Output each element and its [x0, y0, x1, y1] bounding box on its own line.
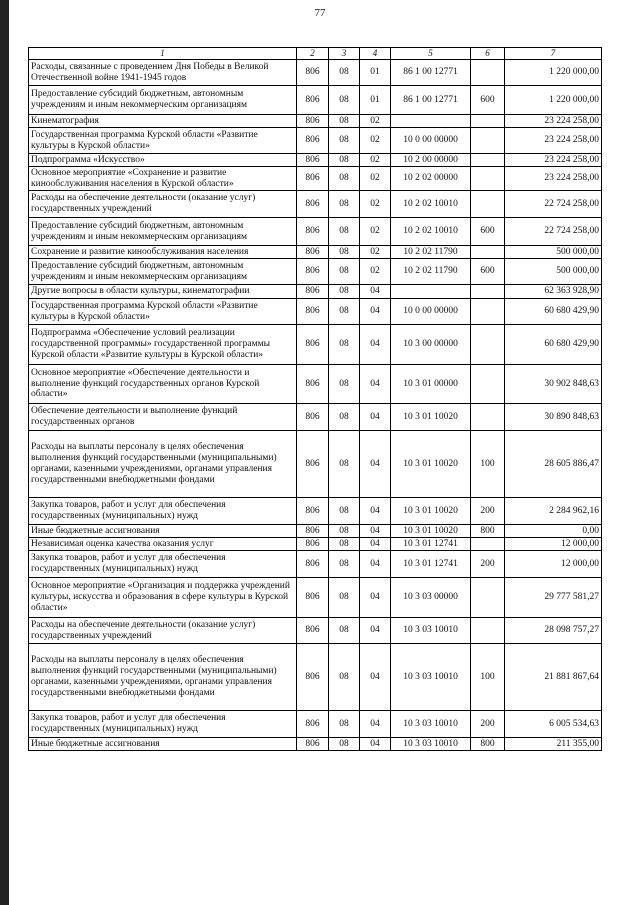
row-col-4: 04 — [360, 431, 391, 498]
row-col-5 — [391, 115, 471, 128]
row-col-4: 04 — [360, 551, 391, 578]
row-name: Кинематография — [29, 115, 297, 128]
row-name: Расходы на выплаты персоналу в целях обеспечения выполнения функций государственными (муниципальными) органами, казенными учреждениями, органами управления государственными внебюджетными фондами — [29, 644, 297, 711]
row-col-3: 08 — [329, 191, 360, 218]
row-col-2: 806 — [297, 259, 329, 285]
row-col-6 — [471, 618, 505, 644]
row-col-4: 04 — [360, 365, 391, 404]
row-amount: 30 890 848,63 — [505, 404, 602, 431]
row-amount: 62 363 928,90 — [505, 285, 602, 299]
row-col-3: 08 — [329, 618, 360, 644]
row-col-5: 10 3 03 10010 — [391, 618, 471, 644]
row-col-3: 08 — [329, 128, 360, 154]
table-row — [29, 538, 602, 551]
table-row — [29, 191, 602, 218]
table-row — [29, 128, 602, 154]
table-row — [29, 644, 602, 711]
row-amount: 21 881 867,64 — [505, 644, 602, 711]
row-name: Обеспечение деятельности и выполнение функций государственных органов — [29, 404, 297, 431]
table-row — [29, 246, 602, 259]
row-name: Предоставление субсидий бюджетным, автономным учреждениям и иным некоммерческим организациям — [29, 86, 297, 115]
row-col-3: 08 — [329, 525, 360, 538]
header-col-5: 5 — [391, 48, 471, 60]
row-amount: 28 605 886,47 — [505, 431, 602, 498]
row-col-4: 02 — [360, 218, 391, 246]
table-row — [29, 431, 602, 498]
row-col-5: 10 2 02 00000 — [391, 167, 471, 191]
row-col-6 — [471, 404, 505, 431]
row-col-3: 08 — [329, 551, 360, 578]
table-row — [29, 578, 602, 618]
row-col-5 — [391, 285, 471, 299]
row-col-5: 10 3 01 00000 — [391, 365, 471, 404]
row-col-2: 806 — [297, 246, 329, 259]
row-col-4: 04 — [360, 525, 391, 538]
row-col-2: 806 — [297, 644, 329, 711]
table-row — [29, 167, 602, 191]
row-name: Основное мероприятие «Обеспечение деятельности и выполнение функций государственных органов Курской области» — [29, 365, 297, 404]
row-col-4: 02 — [360, 154, 391, 167]
row-col-6 — [471, 115, 505, 128]
header-row — [29, 48, 602, 60]
row-name: Закупка товаров, работ и услуг для обеспечения государственных (муниципальных) нужд — [29, 498, 297, 525]
row-col-2: 806 — [297, 325, 329, 365]
row-col-5: 10 3 01 10020 — [391, 498, 471, 525]
row-amount: 0,00 — [505, 525, 602, 538]
row-col-4: 02 — [360, 259, 391, 285]
row-col-6 — [471, 285, 505, 299]
row-col-6: 600 — [471, 86, 505, 115]
row-col-3: 08 — [329, 365, 360, 404]
row-col-3: 08 — [329, 738, 360, 751]
row-name: Иные бюджетные ассигнования — [29, 525, 297, 538]
row-col-3: 08 — [329, 404, 360, 431]
row-col-5: 10 3 00 00000 — [391, 325, 471, 365]
row-col-4: 04 — [360, 404, 391, 431]
row-col-3: 08 — [329, 711, 360, 738]
table-row — [29, 154, 602, 167]
row-col-6 — [471, 246, 505, 259]
row-col-6 — [471, 167, 505, 191]
row-name: Закупка товаров, работ и услуг для обеспечения государственных (муниципальных) нужд — [29, 551, 297, 578]
row-col-3: 08 — [329, 259, 360, 285]
row-col-4: 04 — [360, 578, 391, 618]
row-col-5: 10 2 02 11790 — [391, 259, 471, 285]
row-name: Подпрограмма «Искусство» — [29, 154, 297, 167]
table-row — [29, 738, 602, 751]
row-name: Расходы на обеспечение деятельности (оказание услуг) государственных учреждений — [29, 191, 297, 218]
row-col-5: 10 3 03 10010 — [391, 738, 471, 751]
row-col-2: 806 — [297, 191, 329, 218]
row-col-2: 806 — [297, 618, 329, 644]
row-amount: 23 224 258,00 — [505, 167, 602, 191]
row-col-6 — [471, 154, 505, 167]
row-col-6: 600 — [471, 218, 505, 246]
row-col-5: 10 3 01 10020 — [391, 404, 471, 431]
row-col-3: 08 — [329, 578, 360, 618]
row-col-5: 10 3 03 10010 — [391, 644, 471, 711]
scan-left-edge — [0, 0, 9, 905]
row-name: Иные бюджетные ассигнования — [29, 738, 297, 751]
row-col-5: 10 3 01 10020 — [391, 431, 471, 498]
row-col-5: 10 2 02 10010 — [391, 218, 471, 246]
row-col-4: 01 — [360, 86, 391, 115]
row-col-2: 806 — [297, 285, 329, 299]
row-col-2: 806 — [297, 431, 329, 498]
table-row — [29, 618, 602, 644]
row-col-2: 806 — [297, 404, 329, 431]
row-amount: 1 220 000,00 — [505, 86, 602, 115]
row-col-3: 08 — [329, 498, 360, 525]
header-col-1: 1 — [29, 48, 297, 60]
row-col-2: 806 — [297, 218, 329, 246]
row-amount: 60 680 429,90 — [505, 325, 602, 365]
row-amount: 23 224 258,00 — [505, 128, 602, 154]
row-amount: 23 224 258,00 — [505, 115, 602, 128]
row-name: Подпрограмма «Обеспечение условий реализации государственной программы» государственной программы Курской области «Развитие культуры в Курской области» — [29, 325, 297, 365]
row-amount: 30 902 848,63 — [505, 365, 602, 404]
row-name: Закупка товаров, работ и услуг для обеспечения государственных (муниципальных) нужд — [29, 711, 297, 738]
table-row — [29, 404, 602, 431]
row-col-5: 86 1 00 12771 — [391, 86, 471, 115]
row-col-5: 10 0 00 00000 — [391, 128, 471, 154]
row-col-6 — [471, 191, 505, 218]
table-row — [29, 365, 602, 404]
row-col-5: 86 1 00 12771 — [391, 60, 471, 86]
table-row — [29, 218, 602, 246]
row-name: Предоставление субсидий бюджетным, автономным учреждениям и иным некоммерческим организациям — [29, 218, 297, 246]
row-col-3: 08 — [329, 60, 360, 86]
row-col-6 — [471, 578, 505, 618]
row-col-3: 08 — [329, 431, 360, 498]
row-col-2: 806 — [297, 128, 329, 154]
table-row — [29, 60, 602, 86]
row-col-4: 02 — [360, 246, 391, 259]
row-col-4: 04 — [360, 738, 391, 751]
row-col-4: 02 — [360, 115, 391, 128]
row-name: Другие вопросы в области культуры, кинематографии — [29, 285, 297, 299]
row-col-6: 800 — [471, 738, 505, 751]
row-amount: 1 220 000,00 — [505, 60, 602, 86]
table-row — [29, 551, 602, 578]
row-amount: 28 098 757,27 — [505, 618, 602, 644]
row-col-6: 100 — [471, 431, 505, 498]
row-col-3: 08 — [329, 115, 360, 128]
row-col-6: 600 — [471, 259, 505, 285]
row-amount: 211 355,00 — [505, 738, 602, 751]
row-col-5: 10 2 00 00000 — [391, 154, 471, 167]
row-col-2: 806 — [297, 578, 329, 618]
budget-table — [28, 47, 602, 751]
row-col-3: 08 — [329, 218, 360, 246]
row-name: Предоставление субсидий бюджетным, автономным учреждениям и иным некоммерческим организациям — [29, 259, 297, 285]
row-amount: 60 680 429,90 — [505, 299, 602, 325]
row-name: Расходы на обеспечение деятельности (оказание услуг) государственных учреждений — [29, 618, 297, 644]
row-col-2: 806 — [297, 711, 329, 738]
table-row — [29, 299, 602, 325]
page-number: 77 — [314, 7, 326, 19]
row-amount: 22 724 258,00 — [505, 191, 602, 218]
row-col-3: 08 — [329, 644, 360, 711]
row-name: Основное мероприятие «Организация и поддержка учреждений культуры, искусства и образования в сфере культуры в Курской области» — [29, 578, 297, 618]
row-col-4: 04 — [360, 538, 391, 551]
row-col-4: 04 — [360, 285, 391, 299]
row-col-2: 806 — [297, 551, 329, 578]
row-col-5: 10 3 03 00000 — [391, 578, 471, 618]
row-name: Сохранение и развитие кинообслуживания населения — [29, 246, 297, 259]
row-col-4: 04 — [360, 711, 391, 738]
table-row — [29, 498, 602, 525]
table-row — [29, 525, 602, 538]
row-col-6 — [471, 365, 505, 404]
row-col-6 — [471, 538, 505, 551]
table-row — [29, 285, 602, 299]
header-col-3: 3 — [329, 48, 360, 60]
row-col-4: 04 — [360, 498, 391, 525]
row-col-2: 806 — [297, 738, 329, 751]
row-col-6: 200 — [471, 711, 505, 738]
table-row — [29, 711, 602, 738]
row-col-2: 806 — [297, 86, 329, 115]
row-col-6 — [471, 60, 505, 86]
row-col-5: 10 2 02 11790 — [391, 246, 471, 259]
row-amount: 22 724 258,00 — [505, 218, 602, 246]
row-col-4: 04 — [360, 618, 391, 644]
row-col-2: 806 — [297, 525, 329, 538]
table-row — [29, 259, 602, 285]
row-col-6: 200 — [471, 551, 505, 578]
row-col-5: 10 2 02 10010 — [391, 191, 471, 218]
row-col-5: 10 3 03 10010 — [391, 711, 471, 738]
row-col-2: 806 — [297, 167, 329, 191]
row-amount: 12 000,00 — [505, 538, 602, 551]
row-col-4: 04 — [360, 325, 391, 365]
row-col-5: 10 0 00 00000 — [391, 299, 471, 325]
row-col-2: 806 — [297, 115, 329, 128]
row-col-6 — [471, 128, 505, 154]
row-col-5: 10 3 01 12741 — [391, 551, 471, 578]
row-name: Основное мероприятие «Сохранение и развитие кинообслуживания населения в Курской области» — [29, 167, 297, 191]
row-col-2: 806 — [297, 299, 329, 325]
row-col-6: 100 — [471, 644, 505, 711]
header-col-4: 4 — [360, 48, 391, 60]
row-col-2: 806 — [297, 538, 329, 551]
row-col-3: 08 — [329, 299, 360, 325]
row-col-2: 806 — [297, 365, 329, 404]
row-col-2: 806 — [297, 60, 329, 86]
row-amount: 29 777 581,27 — [505, 578, 602, 618]
row-col-5: 10 3 01 12741 — [391, 538, 471, 551]
row-name: Независимая оценка качества оказания услуг — [29, 538, 297, 551]
row-col-2: 806 — [297, 498, 329, 525]
row-name: Государственная программа Курской области «Развитие культуры в Курской области» — [29, 128, 297, 154]
row-col-2: 806 — [297, 154, 329, 167]
row-amount: 23 224 258,00 — [505, 154, 602, 167]
table-row — [29, 86, 602, 115]
row-col-4: 02 — [360, 191, 391, 218]
row-col-4: 01 — [360, 60, 391, 86]
row-col-3: 08 — [329, 86, 360, 115]
row-col-6 — [471, 325, 505, 365]
row-col-3: 08 — [329, 167, 360, 191]
row-col-4: 02 — [360, 128, 391, 154]
row-name: Расходы на выплаты персоналу в целях обеспечения выполнения функций государственными (муниципальными) органами, казенными учреждениями, органами управления государственными внебюджетными фондами — [29, 431, 297, 498]
row-col-6 — [471, 299, 505, 325]
row-col-3: 08 — [329, 154, 360, 167]
row-amount: 500 000,00 — [505, 259, 602, 285]
row-amount: 6 005 534,63 — [505, 711, 602, 738]
table-row — [29, 325, 602, 365]
row-amount: 2 284 962,16 — [505, 498, 602, 525]
header-col-7: 7 — [505, 48, 602, 60]
header-col-2: 2 — [297, 48, 329, 60]
row-name: Расходы, связанные с проведением Дня Победы в Великой Отечественной войне 1941-1945 годов — [29, 60, 297, 86]
row-col-5: 10 3 01 10020 — [391, 525, 471, 538]
row-col-3: 08 — [329, 285, 360, 299]
row-col-3: 08 — [329, 246, 360, 259]
table-row — [29, 115, 602, 128]
row-col-6: 800 — [471, 525, 505, 538]
row-col-4: 04 — [360, 644, 391, 711]
header-col-6: 6 — [471, 48, 505, 60]
row-amount: 12 000,00 — [505, 551, 602, 578]
row-col-3: 08 — [329, 325, 360, 365]
row-col-3: 08 — [329, 538, 360, 551]
row-col-6: 200 — [471, 498, 505, 525]
row-amount: 500 000,00 — [505, 246, 602, 259]
row-name: Государственная программа Курской области «Развитие культуры в Курской области» — [29, 299, 297, 325]
row-col-4: 04 — [360, 299, 391, 325]
row-col-4: 02 — [360, 167, 391, 191]
